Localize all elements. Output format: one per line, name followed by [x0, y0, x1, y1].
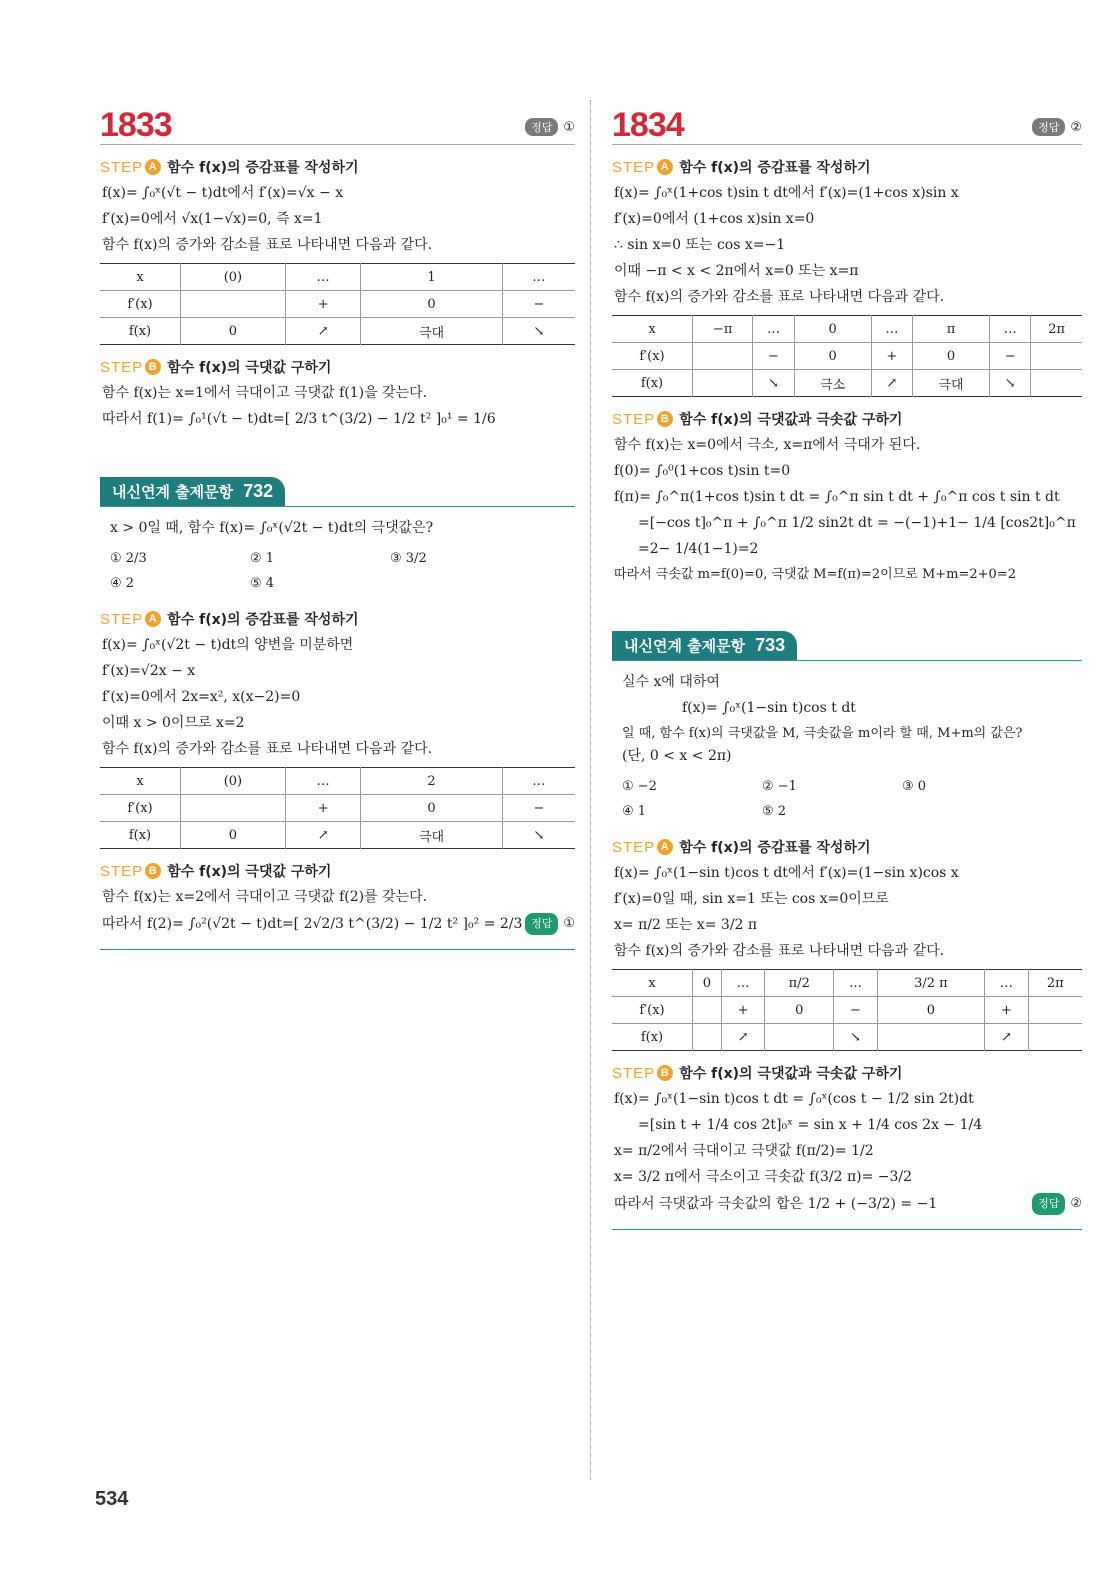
step-title: 함수 f(x)의 극댓값 구하기 [167, 864, 332, 880]
reference-problem-text [612, 671, 1082, 767]
step-tag: STEP B [612, 1065, 673, 1082]
step-letter-a: A [145, 611, 161, 627]
table-cell: f(x) [100, 822, 181, 849]
problem-number: 1833 [100, 106, 172, 144]
table-cell: x [136, 773, 144, 789]
table-cell: f′(x) [612, 343, 693, 370]
solution-line: f′(x)=0일 때, sin x=1 또는 cos x=0이므로 [614, 891, 889, 907]
table-cell: 극대 [912, 370, 989, 397]
table-cell: 0 [181, 318, 286, 345]
step-a-heading [612, 157, 1082, 177]
problem-header-1834 [612, 100, 1082, 145]
table-cell: + [985, 997, 1028, 1024]
answer-label: 정답 [1032, 1193, 1065, 1215]
table-cell [877, 1024, 984, 1051]
table-row [612, 370, 1082, 397]
answer-indicator [1032, 118, 1082, 142]
table-cell: π/2 [765, 970, 834, 997]
table-cell: 0 [361, 291, 502, 318]
table-cell: (0) [181, 768, 286, 795]
ref-step-a-heading [100, 609, 575, 629]
table-cell: − [990, 343, 1031, 370]
choice-4: ④ 2 [110, 576, 135, 591]
answer-label: 정답 [1032, 118, 1065, 136]
solution-line: ∴ sin x=0 또는 cos x=−1 [614, 237, 786, 253]
solution-line: 함수 f(x)의 증가와 감소를 표로 나타내면 다음과 같다. [102, 237, 433, 253]
table-cell: … [871, 316, 912, 343]
step-a-heading [100, 157, 575, 177]
table-cell [693, 343, 753, 370]
table-cell: ↗ [985, 1024, 1028, 1051]
solution-line: x= π/2 또는 x= 3/2 π [614, 917, 758, 933]
table-cell: f′(x) [100, 291, 181, 318]
problem-line: 일 때, 함수 f(x)의 극댓값을 M, 극솟값을 m이라 할 때, M+m의 값은? [622, 726, 1023, 741]
table-row [612, 997, 1082, 1024]
table-cell: x [648, 321, 656, 337]
table-cell: 0 [693, 970, 722, 997]
solution-line: 함수 f(x)의 증가와 감소를 표로 나타내면 다음과 같다. [614, 289, 945, 305]
answer-value: ② [1070, 1196, 1082, 1211]
reference-label: 내신연계 출제문항 [624, 637, 746, 655]
table-cell: 0 [181, 822, 286, 849]
table-cell [693, 997, 722, 1024]
left-column [100, 100, 575, 950]
reference-label: 내신연계 출제문항 [112, 483, 234, 501]
step-letter-b: B [145, 359, 161, 375]
step-title: 함수 f(x)의 증감표를 작성하기 [167, 612, 359, 628]
table-row [100, 768, 575, 795]
table-cell: f(x) [612, 370, 693, 397]
choice-5: ⑤ 2 [762, 804, 787, 819]
table-row [100, 318, 575, 345]
choice-1: ① −2 [622, 779, 657, 794]
step-title: 함수 f(x)의 증감표를 작성하기 [679, 840, 871, 856]
table-cell: ↘ [834, 1024, 877, 1051]
answer-choices [622, 779, 1082, 819]
step-letter-b: B [657, 1065, 673, 1081]
table-cell [181, 291, 286, 318]
step-tag: STEP B [100, 863, 161, 880]
problem-line: (단, 0 < x < 2π) [622, 748, 732, 764]
answer-label: 정답 [525, 118, 558, 136]
choice-2: ② −1 [762, 779, 797, 794]
section-end-rule [100, 949, 575, 950]
table-cell: … [834, 970, 877, 997]
answer-label: 정답 [525, 913, 558, 935]
table-cell: 극대 [361, 822, 502, 849]
step-tag: STEP A [100, 611, 161, 628]
table-row [612, 1024, 1082, 1051]
solution-line: f(x)= ∫₀ˣ(1−sin t)cos t dt에서 f′(x)=(1−sin x)cos x [614, 865, 959, 881]
step-letter-b: B [657, 411, 673, 427]
choice-5: ⑤ 4 [250, 576, 275, 591]
table-cell [1031, 343, 1082, 370]
solution-line: 따라서 f(1)= ∫₀¹(√t − t)dt=[ 2/3 t^(3/2) − 1/2 t² ]₀¹ = 1/6 [102, 411, 496, 427]
step-tag: STEP B [100, 359, 161, 376]
solution-line: f(x)= ∫₀ˣ(√2t − t)dt의 양변을 미분하면 [102, 637, 354, 653]
table-cell: − [502, 291, 575, 318]
reference-problem-banner-732 [100, 477, 575, 507]
step-letter-b: B [145, 863, 161, 879]
table-cell: ↘ [502, 822, 575, 849]
step-tag: STEP A [100, 159, 161, 176]
ref-step-b-heading [612, 1063, 1082, 1083]
table-cell: (0) [181, 264, 286, 291]
table-row [100, 264, 575, 291]
table-cell: ↗ [285, 822, 361, 849]
solution-line: f(0)= ∫₀⁰(1+cos t)sin t=0 [614, 463, 791, 479]
table-cell: − [834, 997, 877, 1024]
table-cell [181, 795, 286, 822]
table-cell: … [285, 264, 361, 291]
table-cell: + [285, 795, 361, 822]
column-divider [590, 100, 591, 1480]
table-row [612, 343, 1082, 370]
variation-table-1833 [100, 263, 575, 345]
table-cell: 0 [765, 997, 834, 1024]
table-row [100, 795, 575, 822]
problem-header-1833 [100, 100, 575, 145]
solution-line: f′(x)=0에서 √x(1−√x)=0, 즉 x=1 [102, 211, 323, 227]
table-cell: ↘ [502, 318, 575, 345]
table-cell: −π [693, 316, 753, 343]
choice-2: ② 1 [250, 551, 275, 566]
table-row [612, 316, 1082, 343]
table-cell: 2π [1031, 316, 1082, 343]
table-cell: ↗ [721, 1024, 764, 1051]
table-cell: 2 [361, 768, 502, 795]
variation-table-733 [612, 969, 1082, 1051]
solution-line: f(π)= ∫₀^π(1+cos t)sin t dt = ∫₀^π sin t dt + ∫₀^π cos t sin t dt [614, 489, 1060, 505]
final-line [102, 913, 575, 935]
problem-line: 실수 x에 대하여 [622, 674, 720, 690]
reference-problem-text: x > 0일 때, 함수 f(x)= ∫₀ˣ(√2t − t)dt의 극댓값은? [110, 520, 434, 536]
problem-number: 1834 [612, 106, 684, 144]
step-title: 함수 f(x)의 증감표를 작성하기 [679, 160, 871, 176]
solution-line: =[sin t + 1/4 cos 2t]₀ˣ = sin x + 1/4 cos 2x − 1/4 [638, 1117, 983, 1133]
reference-tab [100, 477, 285, 506]
step-b-heading [612, 409, 1082, 429]
table-cell: 극소 [794, 370, 871, 397]
reference-problem-banner-733 [612, 631, 1082, 661]
answer-indicator [525, 118, 575, 142]
table-cell: π [912, 316, 989, 343]
solution-line: f(x)= ∫₀ˣ(1−sin t)cos t dt = ∫₀ˣ(cos t − 1/2 sin 2t)dt [614, 1091, 974, 1107]
final-line [614, 1193, 1082, 1215]
table-cell: x [648, 975, 656, 991]
table-cell: 0 [877, 997, 984, 1024]
right-column [612, 100, 1082, 1230]
table-cell [693, 370, 753, 397]
ref-step-a-heading [612, 837, 1082, 857]
table-row [100, 822, 575, 849]
ref-answer-indicator [525, 913, 575, 935]
table-cell: 0 [794, 316, 871, 343]
table-cell: f(x) [100, 318, 181, 345]
choice-3: ③ 0 [902, 779, 927, 794]
solution-line: 따라서 극솟값 m=f(0)=0, 극댓값 M=f(π)=2이므로 M+m=2+0=2 [614, 567, 1016, 582]
step-letter-a: A [145, 159, 161, 175]
table-cell [1028, 1024, 1082, 1051]
solution-line: 함수 f(x)는 x=0에서 극소, x=π에서 극대가 된다. [614, 437, 921, 453]
table-cell: 0 [912, 343, 989, 370]
table-cell [765, 1024, 834, 1051]
table-cell: … [753, 316, 794, 343]
solution-line: 함수 f(x)의 증가와 감소를 표로 나타내면 다음과 같다. [102, 741, 433, 757]
answer-value: ① [563, 916, 575, 931]
table-cell: x [136, 269, 144, 285]
table-cell: 극대 [361, 318, 502, 345]
solution-line: f(x)= ∫₀ˣ(√t − t)dt에서 f′(x)=√x − x [102, 185, 344, 201]
reference-number: 733 [755, 635, 786, 655]
step-tag: STEP A [612, 839, 673, 856]
page-number: 534 [95, 1488, 129, 1510]
table-cell: + [871, 343, 912, 370]
ref-answer-indicator [1032, 1193, 1082, 1215]
table-cell: 0 [361, 795, 502, 822]
solution-line: =[−cos t]₀^π + ∫₀^π 1/2 sin2t dt = −(−1)+1− 1/4 [cos2t]₀^π [638, 515, 1076, 531]
step-title: 함수 f(x)의 극댓값과 극솟값 구하기 [679, 412, 903, 428]
table-cell: + [721, 997, 764, 1024]
table-cell: … [502, 768, 575, 795]
choice-1: ① 2/3 [110, 551, 147, 566]
choice-4: ④ 1 [622, 804, 647, 819]
solution-line: 이때 −π < x < 2π에서 x=0 또는 x=π [614, 263, 859, 279]
solution-line: f(x)= ∫₀ˣ(1+cos t)sin t dt에서 f′(x)=(1+cos x)sin x [614, 185, 959, 201]
table-cell: 2π [1028, 970, 1082, 997]
step-title: 함수 f(x)의 극댓값과 극솟값 구하기 [679, 1066, 903, 1082]
reference-number: 732 [243, 481, 274, 501]
table-cell: … [985, 970, 1028, 997]
table-cell [1031, 370, 1082, 397]
problem-line: f(x)= ∫₀ˣ(1−sin t)cos t dt [682, 700, 856, 716]
table-cell: 3/2 π [877, 970, 984, 997]
solution-line: 따라서 f(2)= ∫₀²(√2t − t)dt=[ 2√2/3 t^(3/2) − 1/2 t² ]₀² = 2/3 [102, 916, 523, 932]
table-cell: − [502, 795, 575, 822]
section-end-rule [612, 1229, 1082, 1230]
step-b-heading [100, 357, 575, 377]
step-tag: STEP A [612, 159, 673, 176]
table-row [100, 291, 575, 318]
table-cell: f(x) [612, 1024, 693, 1051]
step-title: 함수 f(x)의 증감표를 작성하기 [167, 160, 359, 176]
table-cell: 0 [794, 343, 871, 370]
step-letter-a: A [657, 159, 673, 175]
variation-table-1834 [612, 315, 1082, 397]
choice-3: ③ 3/2 [390, 551, 427, 566]
reference-tab [612, 631, 797, 660]
table-cell [1028, 997, 1082, 1024]
table-cell: … [502, 264, 575, 291]
table-cell: ↘ [990, 370, 1031, 397]
table-row [612, 970, 1082, 997]
table-cell: ↗ [285, 318, 361, 345]
solution-line: =2− 1/4(1−1)=2 [638, 541, 759, 557]
step-letter-a: A [657, 839, 673, 855]
variation-table-732 [100, 767, 575, 849]
table-cell: … [721, 970, 764, 997]
table-cell: + [285, 291, 361, 318]
table-cell: ↘ [753, 370, 794, 397]
table-cell: f′(x) [612, 997, 693, 1024]
solution-line: 함수 f(x)는 x=1에서 극대이고 극댓값 f(1)을 갖는다. [102, 385, 428, 401]
solution-line: 따라서 극댓값과 극솟값의 합은 1/2 + (−3/2) = −1 [614, 1196, 938, 1212]
table-cell: ↗ [871, 370, 912, 397]
answer-value: ② [1070, 119, 1082, 135]
answer-choices [110, 551, 575, 591]
table-cell: … [285, 768, 361, 795]
solution-line: x= 3/2 π에서 극소이고 극솟값 f(3/2 π)= −3/2 [614, 1169, 913, 1185]
solution-line: 이때 x > 0이므로 x=2 [102, 715, 245, 731]
solution-line: 함수 f(x)는 x=2에서 극대이고 극댓값 f(2)를 갖는다. [102, 889, 428, 905]
table-cell: … [990, 316, 1031, 343]
table-cell: − [753, 343, 794, 370]
solution-line: f′(x)=√2x − x [102, 663, 196, 679]
solution-line: f′(x)=0에서 2x=x², x(x−2)=0 [102, 689, 301, 705]
solution-line: x= π/2에서 극대이고 극댓값 f(π/2)= 1/2 [614, 1143, 874, 1159]
step-title: 함수 f(x)의 극댓값 구하기 [167, 360, 332, 376]
table-cell: 1 [361, 264, 502, 291]
table-cell: f′(x) [100, 795, 181, 822]
solution-line: 함수 f(x)의 증가와 감소를 표로 나타내면 다음과 같다. [614, 943, 945, 959]
step-tag: STEP B [612, 411, 673, 428]
answer-value: ① [563, 119, 575, 135]
solution-line: f′(x)=0에서 (1+cos x)sin x=0 [614, 211, 815, 227]
table-cell [693, 1024, 722, 1051]
ref-step-b-heading [100, 861, 575, 881]
